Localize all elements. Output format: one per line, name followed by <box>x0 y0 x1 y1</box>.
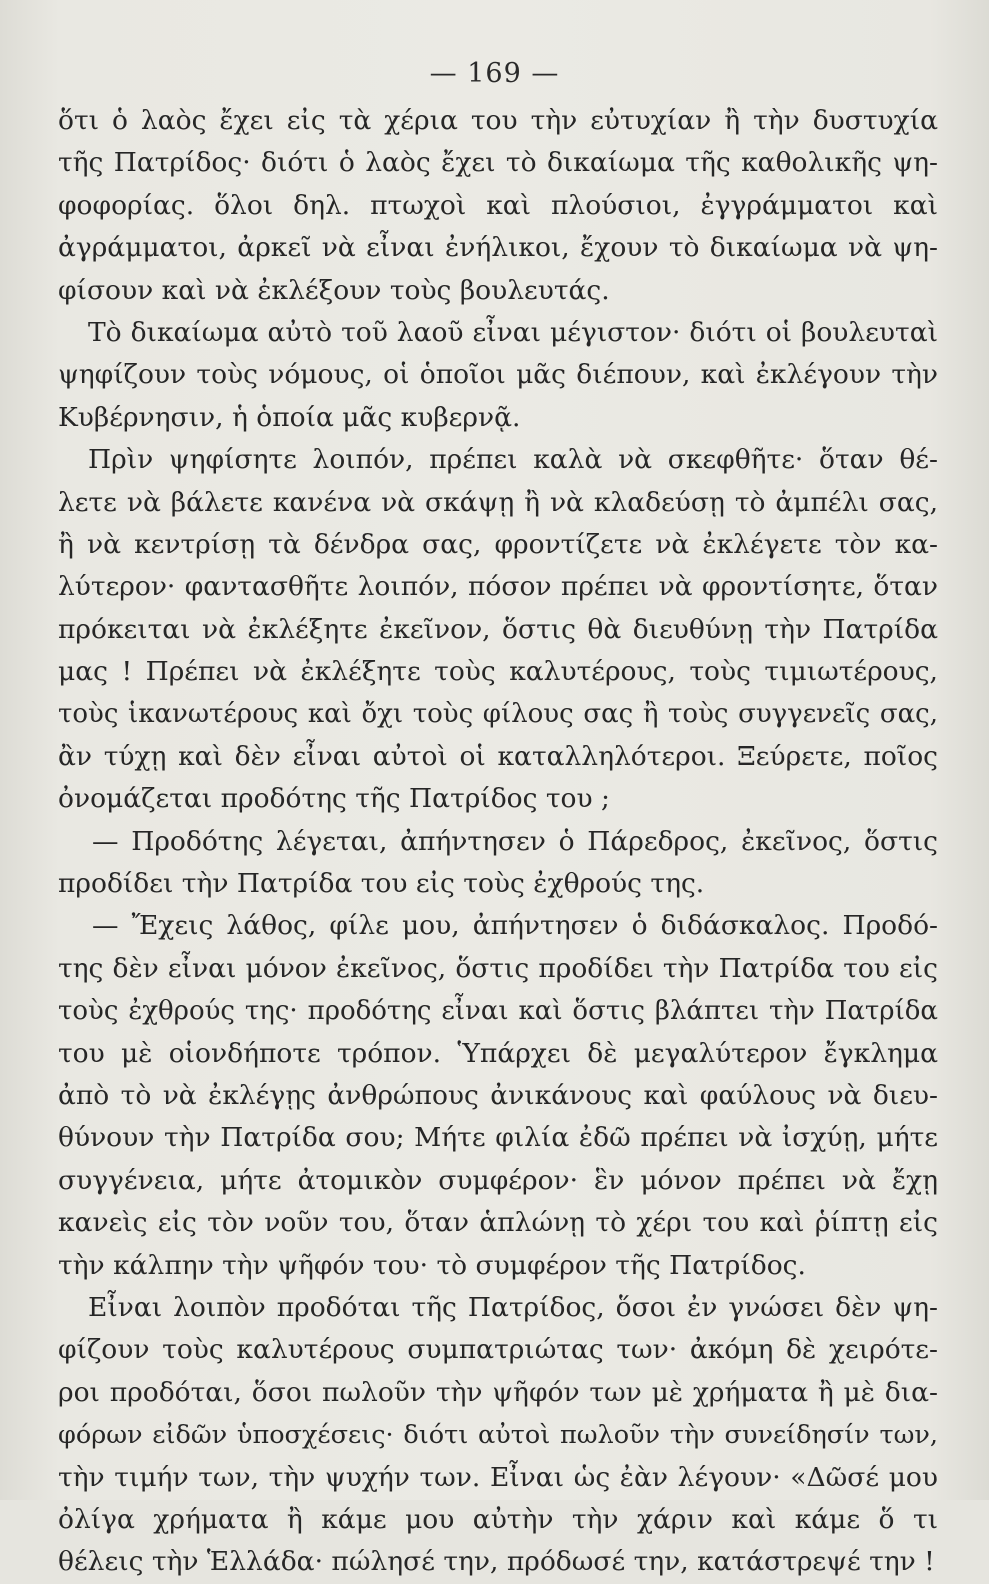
text-line: μας ! Πρέπει νὰ ἐκλέξητε τοὺς καλυτέρους, τοὺς τιμιωτέρους, <box>58 656 938 688</box>
text-line: τῆς Πατρίδος· διότι ὁ λαὸς ἔχει τὸ δικαίωμα τῆς καθολικῆς ψη- <box>58 147 938 179</box>
text-line: — Προδότης λέγεται, ἀπήντησεν ὁ Πάρεδρος, ἐκεῖνος, ὅστις <box>92 825 938 857</box>
text-line: Τὸ δικαίωμα αὐτὸ τοῦ λαοῦ εἶναι μέγιστον· διότι οἱ βουλευταὶ <box>88 316 938 348</box>
text-line: τὴν κάλπην τὴν ψῆφόν του· τὸ συμφέρον τῆς Πατρίδος. <box>58 1249 806 1281</box>
text-line: ψηφίζουν τοὺς νόμους, οἱ ὁποῖοι μᾶς διέπουν, καὶ ἐκλέγουν τὴν <box>58 359 938 391</box>
text-line: ἂν τύχῃ καὶ δὲν εἶναι αὐτοὶ οἱ καταλληλότεροι. Ξεύρετε, ποῖος <box>58 740 938 772</box>
text-line: της δὲν εἶναι μόνον ἐκεῖνος, ὅστις προδίδει τὴν Πατρίδα του εἰς <box>58 952 938 984</box>
text-line: φοφορίας. ὅλοι δηλ. πτωχοὶ καὶ πλούσιοι, ἐγγράμματοι καὶ <box>58 189 938 221</box>
text-line: ἀγράμματοι, ἀρκεῖ νὰ εἶναι ἐνήλικοι, ἔχουν τὸ δικαίωμα νὰ ψη- <box>58 232 938 264</box>
text-line: λύτερον· φαντασθῆτε λοιπόν, πόσον πρέπει νὰ φροντίσητε, ὅταν <box>58 571 938 603</box>
text-line: Εἶναι λοιπὸν προδόται τῆς Πατρίδος, ὅσοι ἐν γνώσει δὲν ψη- <box>88 1291 938 1323</box>
text-line: ὀνομάζεται προδότης τῆς Πατρίδος του ; <box>58 783 610 815</box>
text-line: ἀπὸ τὸ νὰ ἐκλέγῃς ἀνθρώπους ἀνικάνους καὶ φαύλους νὰ διευ- <box>58 1079 938 1111</box>
text-line: Πρὶν ψηφίσητε λοιπόν, πρέπει καλὰ νὰ σκεφθῆτε· ὅταν θέ- <box>88 444 938 476</box>
text-line: θέλεις τὴν Ἑλλάδα· πώλησέ την, πρόδωσέ την, κατάστρεψέ την ! <box>58 1546 935 1578</box>
text-line: κανεὶς εἰς τὸν νοῦν του, ὅταν ἁπλώνῃ τὸ χέρι του καὶ ῥίπτῃ εἰς <box>58 1207 938 1239</box>
text-line: φόρων εἰδῶν ὑποσχέσεις· διότι αὐτοὶ πωλοῦν τὴν συνείδησίν των, <box>58 1420 938 1451</box>
text-line: φίζουν τοὺς καλυτέρους συμπατριώτας των· ἀκόμη δὲ χειρότε- <box>58 1334 938 1366</box>
text-line: λετε νὰ βάλετε κανένα νὰ σκάψῃ ἢ νὰ κλαδεύσῃ τὸ ἀμπέλι σας, <box>58 486 938 518</box>
text-line: τοὺς ἱκανωτέρους καὶ ὄχι τοὺς φίλους σας ἢ τοὺς συγγενεῖς σας, <box>58 699 938 730</box>
text-line: τὴν τιμήν των, τὴν ψυχήν των. Εἶναι ὡς ἐὰν λέγουν· «Δῶσέ μου <box>58 1461 938 1493</box>
body-text <box>58 100 938 1584</box>
text-line: τοὺς ἐχθρούς της· προδότης εἶναι καὶ ὅστις βλάπτει τὴν Πατρίδα <box>58 996 938 1027</box>
text-line: ροι προδόται, ὅσοι πωλοῦν τὴν ψῆφόν των μὲ χρήματα ἢ μὲ δια- <box>58 1376 938 1408</box>
text-line: φίσουν καὶ νὰ ἐκλέξουν τοὺς βουλευτάς. <box>58 274 610 306</box>
text-line: θύνουν τὴν Πατρίδα σου; Μήτε φιλία ἐδῶ πρέπει νὰ ἰσχύῃ, μήτε <box>58 1122 938 1154</box>
text-line: — Ἔχεις λάθος, φίλε μου, ἀπήντησεν ὁ διδάσκαλος. Προδό- <box>92 910 938 942</box>
text-line: ὀλίγα χρήματα ἢ κάμε μου αὐτὴν τὴν χάριν καὶ κάμε ὅ τι <box>58 1503 938 1535</box>
text-line: πρόκειται νὰ ἐκλέξητε ἐκεῖνον, ὅστις θὰ διευθύνῃ τὴν Πατρίδα <box>58 613 938 645</box>
text-line: ὅτι ὁ λαὸς ἔχει εἰς τὰ χέρια του τὴν εὐτυχίαν ἢ τὴν δυστυχία <box>58 105 938 136</box>
text-line: συγγένεια, μήτε ἀτομικὸν συμφέρον· ἓν μόνον πρέπει νὰ ἔχῃ <box>58 1164 938 1196</box>
text-line: προδίδει τὴν Πατρίδα του εἰς τοὺς ἐχθρούς της. <box>58 868 705 900</box>
text-line: του μὲ οἱονδήποτε τρόπον. Ὑπάρχει δὲ μεγαλύτερον ἔγκλημα <box>58 1037 938 1069</box>
text-line: Κυβέρνησιν, ἡ ὁποία μᾶς κυβερνᾷ. <box>58 401 521 433</box>
text-line: ἢ νὰ κεντρίσῃ τὰ δένδρα σας, φροντίζετε νὰ ἐκλέγετε τὸν κα- <box>58 528 938 560</box>
page-number: — 169 — <box>429 58 560 89</box>
